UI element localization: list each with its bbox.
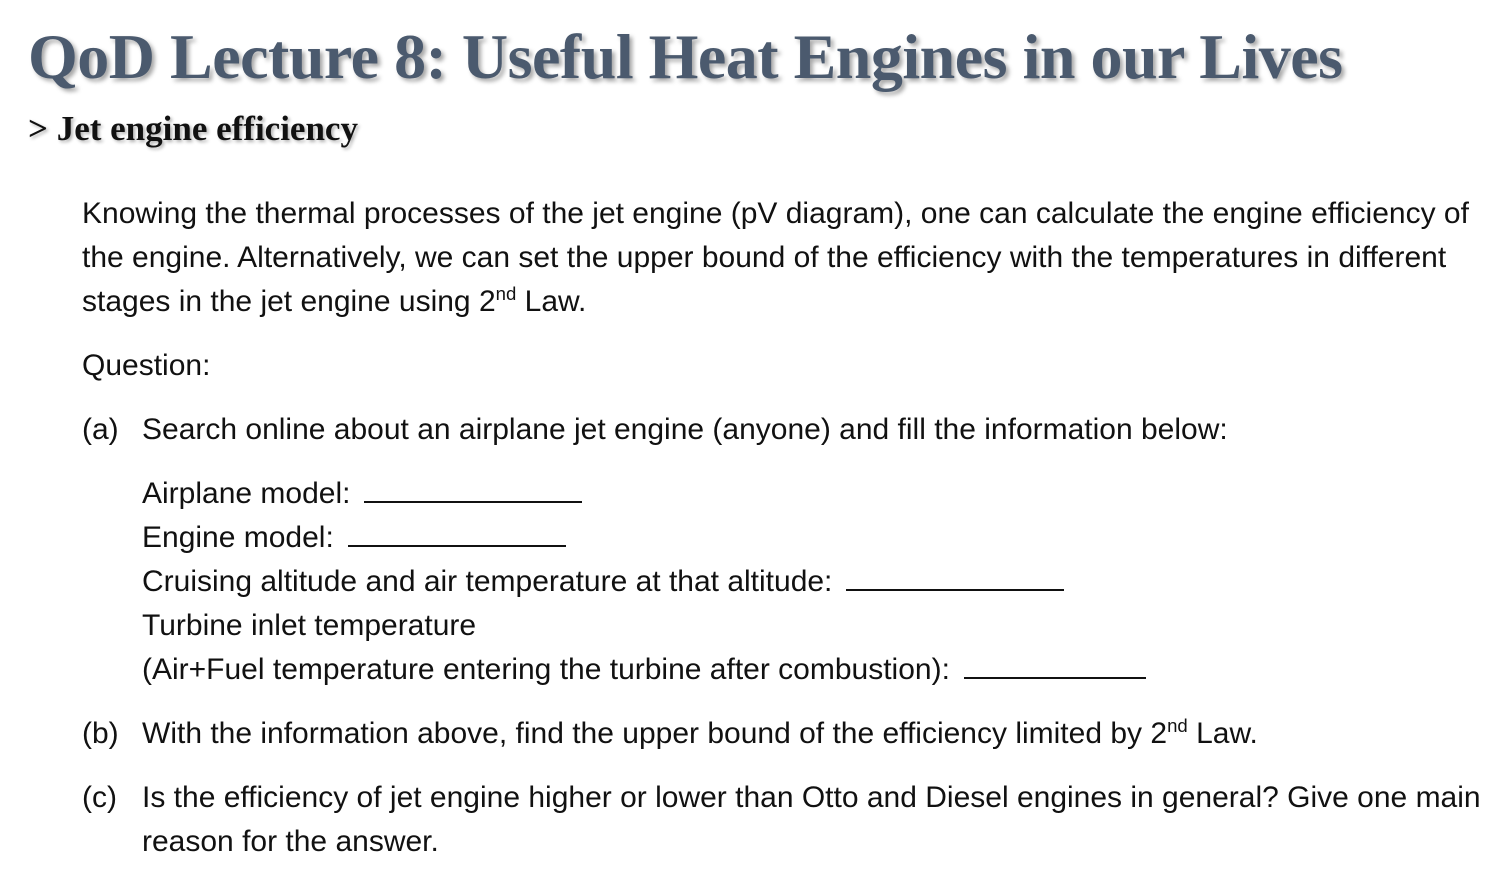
intro-text: Knowing the thermal processes of the jet engine (pV diagram), one can calculate the engine efficiency of the engine. Alternatively, we can set the upper bound of the efficiency with the temperatures in different stages in the jet engine using 2: [82, 197, 1469, 318]
airplane-model-row: [142, 472, 1482, 516]
engine-model-row: [142, 516, 1482, 560]
airplane-model-label: Airplane model:: [142, 477, 351, 510]
engine-model-label: Engine model:: [142, 521, 334, 554]
question-a-letter: (a): [82, 413, 119, 446]
intro-paragraph: [82, 192, 1482, 324]
question-b-text: With the information above, find the upper bound of the efficiency limited by 2: [142, 717, 1168, 750]
question-c: [82, 776, 1482, 864]
question-label: Question:: [82, 349, 211, 382]
cruising-row: [142, 560, 1482, 604]
intro-text-end: Law.: [516, 285, 587, 318]
question-c-letter: (c): [82, 781, 117, 814]
slide-title: QoD Lecture 8: Useful Heat Engines in our Lives: [28, 21, 1343, 92]
question-b: [82, 712, 1482, 756]
question-c-text: Is the efficiency of jet engine higher or lower than Otto and Diesel engines in general? Give one main reason for the answer.: [142, 781, 1481, 858]
question-b-text-end: Law.: [1187, 717, 1258, 750]
question-b-letter: (b): [82, 717, 119, 750]
question-a-text: Search online about an airplane jet engine (anyone) and fill the information below:: [142, 413, 1228, 446]
cruising-blank[interactable]: [846, 561, 1064, 591]
slide-body: [82, 192, 1482, 864]
air-fuel-label: (Air+Fuel temperature entering the turbine after combustion):: [142, 653, 950, 686]
slide-subtitle: > Jet engine efficiency: [28, 109, 358, 148]
air-fuel-row: [142, 648, 1482, 692]
airplane-model-blank[interactable]: [364, 473, 582, 503]
cruising-label: Cruising altitude and air temperature at that altitude:: [142, 565, 833, 598]
info-fields: [142, 472, 1482, 692]
question-a: [82, 408, 1482, 692]
question-b-body: [142, 712, 1482, 756]
intro-superscript: nd: [495, 283, 517, 304]
question-b-superscript: nd: [1167, 715, 1188, 736]
engine-model-blank[interactable]: [348, 517, 566, 547]
turbine-inlet-label: Turbine inlet temperature: [142, 609, 477, 642]
air-fuel-blank[interactable]: [964, 649, 1146, 679]
question-a-body: [142, 408, 1482, 692]
